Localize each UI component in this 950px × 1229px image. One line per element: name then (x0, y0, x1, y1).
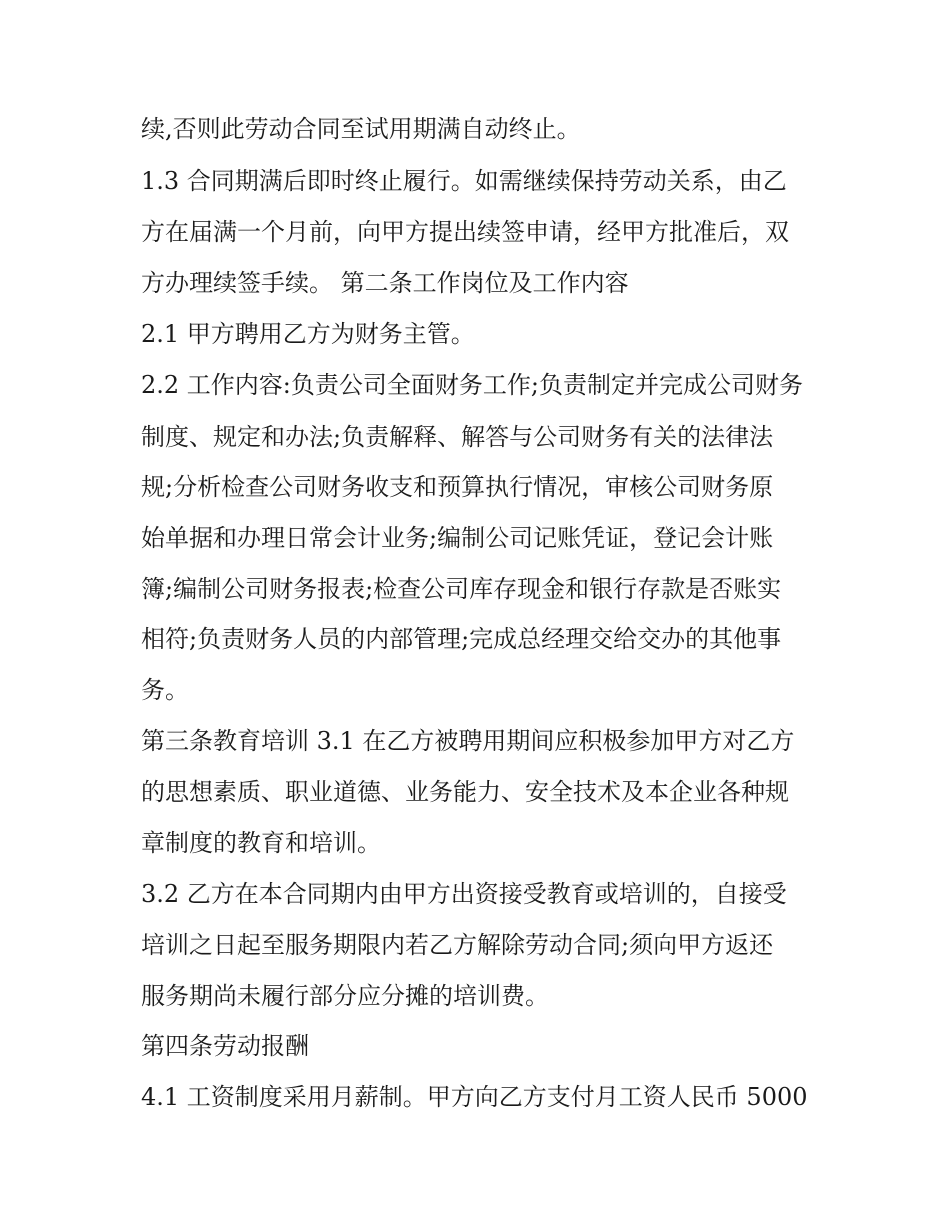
text-line: 簿;编制公司财务报表;检查公司库存现金和银行存款是否账实 (141, 575, 782, 603)
text-line: 相符;负责财务人员的内部管理;完成总经理交给交办的其他事 (141, 625, 782, 653)
text-line: 2.2 工作内容:负责公司全面财务工作;负责制定并完成公司财务 (141, 371, 803, 399)
text-line: 制度、规定和办法;负责解释、解答与公司财务有关的法律法 (141, 423, 774, 451)
text-line: 始单据和办理日常会计业务;编制公司记账凭证，登记会计账 (141, 524, 774, 552)
text-line: 1.3 合同期满后即时终止履行。如需继续保持劳动关系，由乙 (141, 167, 787, 195)
text-line: 4.1 工资制度采用月薪制。甲方向乙方支付月工资人民币 5000 (141, 1083, 808, 1111)
text-line: 方办理续签手续。 第二条工作岗位及工作内容 (141, 269, 629, 297)
text-line: 务。 (141, 676, 189, 704)
text-line: 第四条劳动报酬 (141, 1032, 309, 1060)
text-line: 规;分析检查公司财务收支和预算执行情况，审核公司财务原 (141, 473, 774, 501)
text-line: 章制度的教育和培训。 (141, 829, 381, 857)
text-line: 续,否则此劳动合同至试用期满自动终止。 (141, 115, 581, 143)
text-line: 第三条教育培训 3.1 在乙方被聘用期间应积极参加甲方对乙方 (141, 727, 795, 755)
text-line: 服务期尚未履行部分应分摊的培训费。 (141, 982, 549, 1010)
text-line: 方在届满一个月前，向甲方提出续签申请，经甲方批准后，双 (141, 218, 789, 246)
text-line: 培训之日起至服务期限内若乙方解除劳动合同;须向甲方返还 (141, 931, 774, 959)
text-line: 的思想素质、职业道德、业务能力、安全技术及本企业各种规 (141, 778, 789, 806)
text-line: 3.2 乙方在本合同期内由甲方出资接受教育或培训的，自接受 (141, 880, 787, 908)
text-line: 2.1 甲方聘用乙方为财务主管。 (141, 320, 475, 348)
